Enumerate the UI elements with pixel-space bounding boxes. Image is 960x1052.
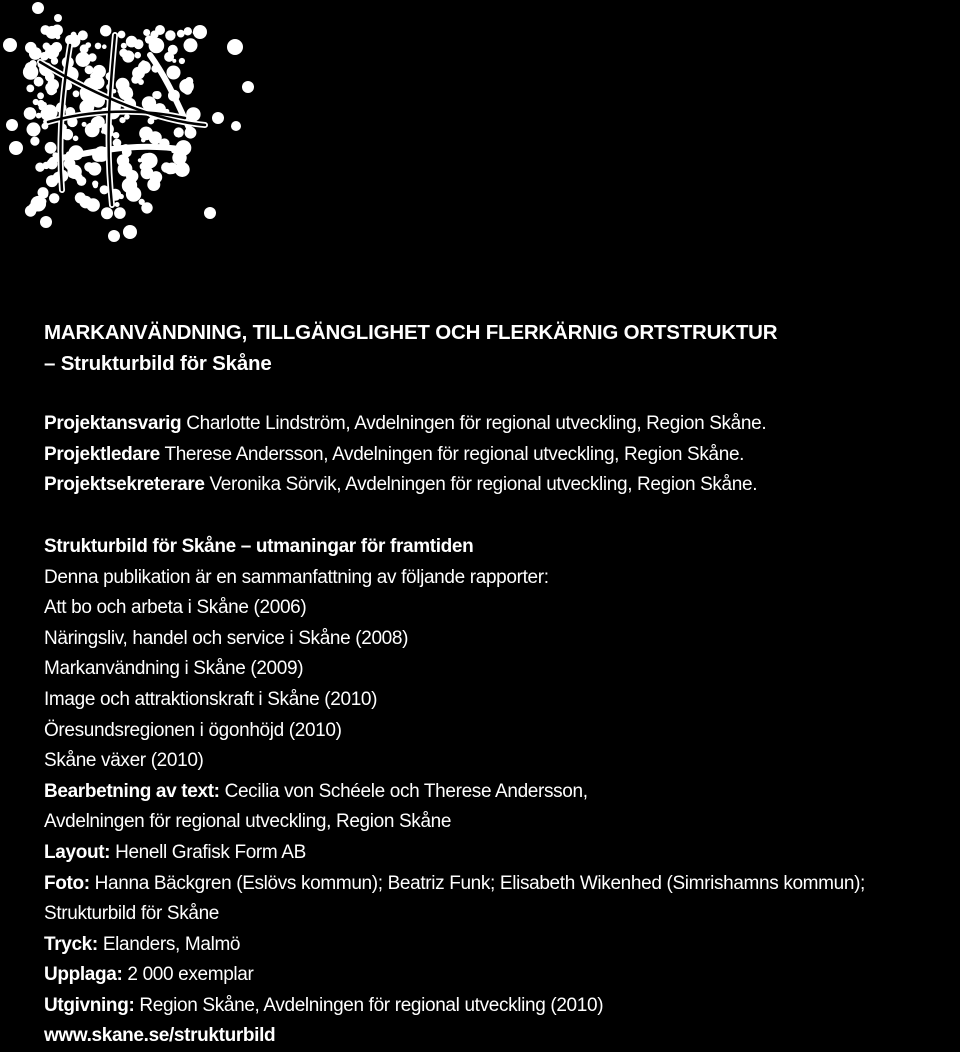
- logo-dot: [142, 153, 158, 169]
- logo-dot: [126, 36, 138, 48]
- logo-dot: [32, 2, 44, 14]
- logo-dot: [122, 50, 134, 62]
- logo-dot: [108, 230, 120, 242]
- logo-dot: [100, 25, 111, 36]
- role-label: Projektansvarig: [44, 413, 182, 435]
- logo-dot: [123, 225, 137, 239]
- role-label: Projektsekreterare: [44, 474, 205, 496]
- logo-dot: [139, 126, 153, 140]
- logo-dot: [212, 112, 224, 124]
- website-link[interactable]: www.skane.se/strukturbild: [44, 1025, 276, 1047]
- logo-dot: [86, 198, 100, 212]
- logo-dot: [118, 162, 133, 177]
- logo-dot: [76, 52, 91, 67]
- logo-dot: [26, 85, 34, 93]
- logo-dot: [75, 173, 83, 181]
- logo-dot: [186, 107, 200, 121]
- logo-dot: [168, 45, 178, 55]
- logo-dot: [179, 58, 185, 64]
- logo-dot: [80, 44, 89, 53]
- logo-dot: [25, 205, 36, 216]
- logo-dot: [101, 207, 113, 219]
- logo-dot: [95, 43, 102, 50]
- credit-value: Henell Grafisk Form AB: [115, 841, 306, 863]
- logo-dot: [75, 192, 86, 203]
- logo-dot: [148, 118, 155, 125]
- logo-dot: [171, 67, 177, 73]
- role-line-project-leader: [44, 440, 954, 471]
- credit-value: Cecilia von Schéele och Therese Andersson,: [224, 780, 588, 802]
- report-item: Markanvändning i Skåne (2009): [44, 658, 304, 680]
- logo-dot: [40, 216, 52, 228]
- logo-dot: [193, 25, 207, 39]
- logo-dot: [142, 96, 156, 110]
- logo-dot: [83, 99, 95, 111]
- role-value: Therese Andersson, Avdelningen för regional utveckling, Region Skåne.: [164, 443, 745, 465]
- role-line-project-secretary: [44, 470, 954, 501]
- credit-editing: [44, 777, 954, 808]
- logo-dot: [49, 193, 59, 203]
- credit-value: Region Skåne, Avdelningen för regional utveckling (2010): [139, 994, 604, 1016]
- logo-dot: [30, 137, 39, 146]
- logo-dot: [47, 49, 53, 55]
- logo-dot: [115, 202, 120, 207]
- logo-dot: [184, 27, 192, 35]
- role-line-project-owner: [44, 409, 954, 440]
- logo-dot: [242, 81, 254, 93]
- credit-label: Bearbetning av text:: [44, 780, 220, 802]
- credit-layout: [44, 838, 954, 869]
- logo-dot: [165, 30, 175, 40]
- logo-dot: [204, 207, 216, 219]
- logo-dot: [88, 53, 96, 61]
- logo-dot: [122, 178, 137, 193]
- logo-dot: [102, 44, 107, 49]
- logo-dot: [231, 121, 241, 131]
- title-line-2: – Strukturbild för Skåne: [44, 351, 272, 375]
- report-item: Att bo och arbeta i Skåne (2006): [44, 597, 307, 619]
- logo-dot: [152, 91, 160, 99]
- logo-dot: [149, 38, 165, 54]
- logo-dot: [113, 132, 120, 139]
- summary-intro: Denna publikation är en sammanfattning av följande rapporter:: [44, 566, 549, 588]
- report-item: Skåne växer (2010): [44, 750, 204, 772]
- logo-dot: [143, 29, 150, 36]
- credit-publisher: [44, 991, 954, 1022]
- logo-dot: [43, 162, 50, 169]
- logo-dot: [114, 207, 126, 219]
- credit-value: 2 000 exemplar: [127, 964, 254, 986]
- credit-value: Elanders, Malmö: [102, 933, 241, 955]
- logo-dot: [155, 25, 165, 35]
- credit-label: Tryck:: [44, 933, 98, 955]
- logo-dot: [45, 142, 57, 154]
- role-label: Projektledare: [44, 443, 160, 465]
- logo-dot: [40, 198, 47, 205]
- logo-dot: [177, 30, 185, 38]
- logo-dot: [3, 38, 17, 52]
- credit-value: Hanna Bäckgren (Eslövs kommun); Beatriz Funk; Elisabeth Wikenhed (Simrishamns kommun);: [94, 872, 865, 894]
- logo-dot: [6, 119, 18, 131]
- logo-dot: [141, 166, 154, 179]
- logo-dot: [73, 90, 80, 97]
- logo-dot: [46, 175, 58, 187]
- role-value: Charlotte Lindström, Avdelningen för regional utveckling, Region Skåne.: [186, 413, 767, 435]
- logo-dot: [40, 190, 48, 198]
- title-line-1: MARKANVÄNDNING, TILLGÄNGLIGHET OCH FLERKÄRNIG ORTSTRUKTUR: [44, 321, 778, 344]
- logo-dot: [134, 52, 141, 59]
- logo-dot: [141, 138, 146, 143]
- logo-dot: [174, 127, 184, 137]
- logo-dot: [27, 122, 41, 136]
- logo-dot: [121, 81, 127, 87]
- credit-label: Utgivning:: [44, 994, 135, 1016]
- logo-dot: [172, 59, 176, 63]
- logo-dot: [184, 38, 198, 52]
- logo-dot: [84, 162, 94, 172]
- logo-dot: [25, 42, 37, 54]
- logo-dot: [179, 79, 194, 94]
- logo-dot: [91, 117, 103, 129]
- logo-dot: [118, 31, 126, 39]
- credit-label: Layout:: [44, 841, 111, 863]
- logo-dot: [119, 86, 133, 100]
- logo-dot: [47, 79, 59, 91]
- logo-dot: [93, 183, 98, 188]
- credit-editing-cont: Avdelningen för regional utveckling, Region Skåne: [44, 811, 452, 833]
- region-skane-dots-logo: [0, 0, 270, 245]
- credit-edition: [44, 960, 954, 991]
- logo-dot: [9, 141, 23, 155]
- logo-dot: [46, 26, 59, 39]
- credit-label: Foto:: [44, 872, 90, 894]
- report-item: Image och attraktionskraft i Skåne (2010): [44, 688, 378, 710]
- credit-photo: [44, 869, 954, 900]
- logo-dot: [37, 92, 44, 99]
- logo-dot: [139, 199, 145, 205]
- logo-dot: [138, 158, 142, 162]
- role-value: Veronika Sörvik, Avdelningen för regional utveckling, Region Skåne.: [209, 474, 758, 496]
- credit-label: Upplaga:: [44, 964, 123, 986]
- logo-dot: [23, 64, 38, 79]
- credit-photo-cont: Strukturbild för Skåne: [44, 903, 219, 925]
- logo-dot: [121, 43, 127, 49]
- summary-heading: Strukturbild för Skåne – utmaningar för framtiden: [44, 535, 474, 557]
- logo-dot: [82, 122, 87, 127]
- logo-dot: [90, 75, 101, 86]
- logo-dot: [54, 14, 62, 22]
- logo-dot: [165, 164, 176, 175]
- logo-dot: [124, 114, 130, 120]
- logo-dot: [39, 105, 44, 110]
- credit-print: [44, 930, 954, 961]
- report-item: Öresundsregionen i ögonhöjd (2010): [44, 719, 342, 741]
- logo-dot: [24, 107, 37, 120]
- logo-dot: [68, 171, 75, 178]
- logo-dot: [141, 60, 146, 65]
- logo-dot: [73, 136, 79, 142]
- report-item: Näringsliv, handel och service i Skåne (2008): [44, 627, 409, 649]
- logo-dot: [227, 39, 243, 55]
